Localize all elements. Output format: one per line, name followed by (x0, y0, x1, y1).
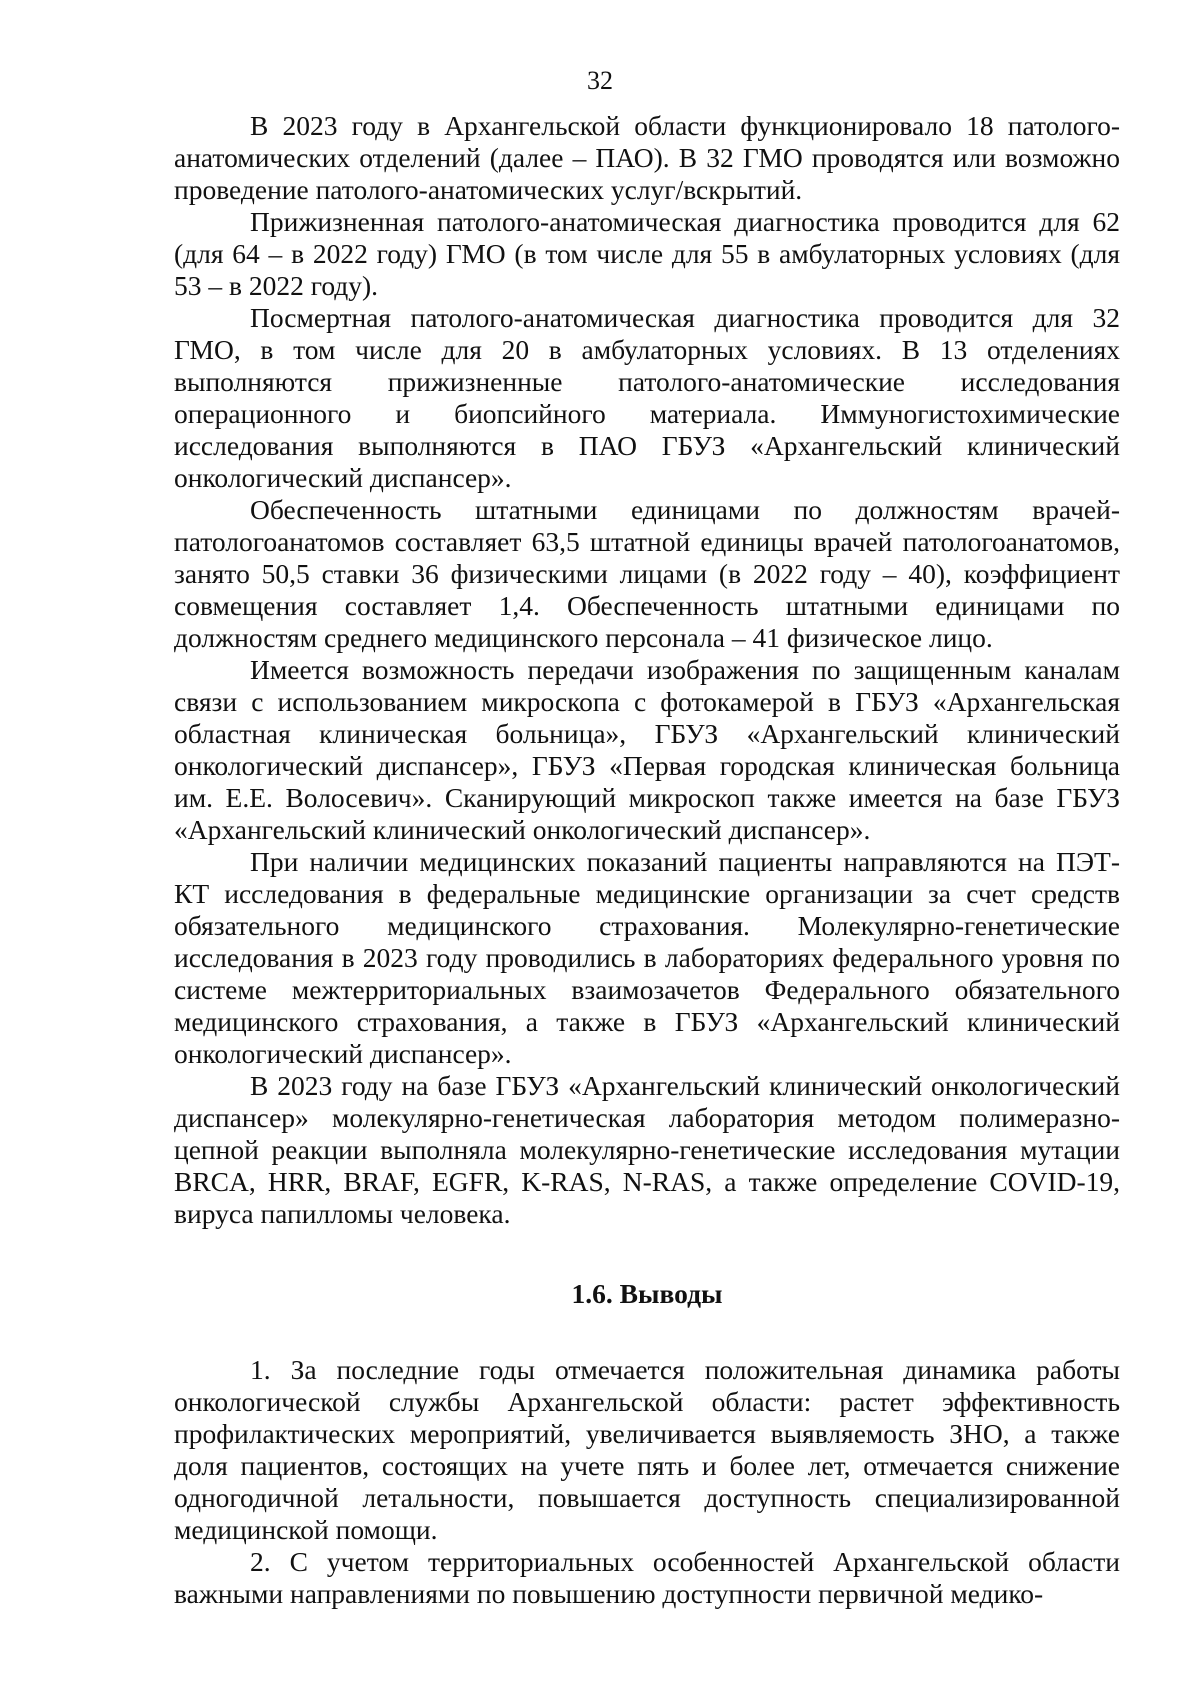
conclusion-item-1: 1. За последние годы отмечается положительная динамика работы онкологической службы Архангельской области: растет эффективность профилактических мероприятий, увеличивается выявляемость ЗНО, а также доля пациентов, состоящих на учете пять и более лет, отмечается снижение одногодичной летальности, повышается доступность специализированной медицинской помощи. (174, 1354, 1120, 1545)
paragraph-pao-count: В 2023 году в Архангельской области функционировало 18 патолого-анатомических отделений (далее – ПАО). В 32 ГМО проводятся или возможно проведение патолого-анатомических услуг/вскрытий. (174, 110, 1120, 205)
page-number: 32 (587, 66, 613, 95)
conclusion-item-2: 2. С учетом территориальных особенностей Архангельской области важными направлениями по повышению доступности первичной медико- (174, 1546, 1120, 1609)
paragraph-molecular-lab: В 2023 году на базе ГБУЗ «Архангельский клинический онкологический диспансер» молекулярно-генетическая лаборатория методом полимеразно-цепной реакции выполняла молекулярно-генетические исследования мутации BRCA, HRR, BRAF, EGFR, K-RAS, N-RAS, а также определение COVID-19, вируса папилломы человека. (174, 1070, 1120, 1229)
paragraph-pet-ct: При наличии медицинских показаний пациенты направляются на ПЭТ-КТ исследования в федеральные медицинские организации за счет средств обязательного медицинского страхования. Молекулярно-генетические исследования в 2023 году проводились в лабораториях федерального уровня по системе межтерриториальных взаимозачетов Федерального обязательного медицинского страхования, а также в ГБУЗ «Архангельский клинический онкологический диспансер». (174, 846, 1120, 1069)
paragraph-image-transfer: Имеется возможность передачи изображения по защищенным каналам связи с использованием микроскопа с фотокамерой в ГБУЗ «Архангельская областная клиническая больница», ГБУЗ «Архангельский клинический онкологический диспансер», ГБУЗ «Первая городская клиническая больница им. Е.Е. Волосевич». Сканирующий микроскоп также имеется на базе ГБУЗ «Архангельский клинический онкологический диспансер». (174, 654, 1120, 845)
paragraph-staffing: Обеспеченность штатными единицами по должностям врачей-патологоанатомов составляет 63,5 штатной единицы врачей патологоанатомов, занято 50,5 ставки 36 физическими лицами (в 2022 году – 40), коэффициент совмещения составляет 1,4. Обеспеченность штатными единицами по должностям среднего медицинского персонала – 41 физическое лицо. (174, 494, 1120, 653)
document-body (174, 110, 1120, 1610)
paragraph-lifetime-diagnostics: Прижизненная патолого-анатомическая диагностика проводится для 62 (для 64 – в 2022 году) ГМО (в том числе для 55 в амбулаторных условиях (для 53 – в 2022 году). (174, 206, 1120, 301)
section-title: 1.6. Выводы (571, 1278, 723, 1309)
paragraph-postmortem-diagnostics: Посмертная патолого-анатомическая диагностика проводится для 32 ГМО, в том числе для 20 в амбулаторных условиях. В 13 отделениях выполняются прижизненные патолого-анатомические исследования операционного и биопсийного материала. Иммуногистохимические исследования выполняются в ПАО ГБУЗ «Архангельский клинический онкологический диспансер». (174, 302, 1120, 493)
